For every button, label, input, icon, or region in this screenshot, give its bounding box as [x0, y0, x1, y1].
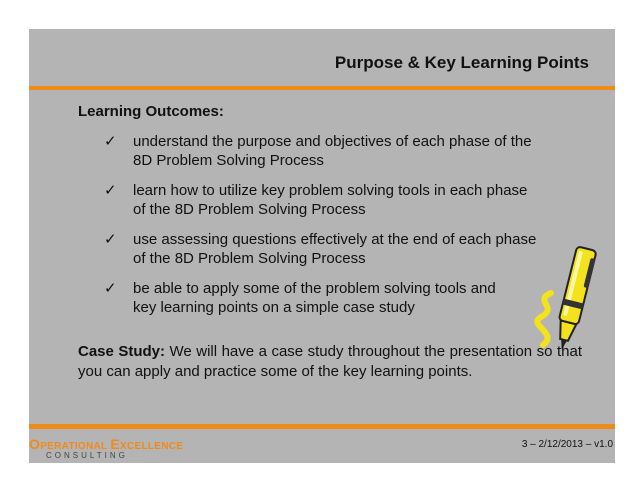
brand-word: XCELLENCE [120, 441, 184, 452]
list-item-text: be able to apply some of the problem solving tools and [133, 280, 496, 297]
list-item [104, 230, 574, 268]
footer-divider [29, 424, 615, 429]
learning-outcomes-heading: Learning Outcomes: [78, 103, 224, 120]
slide-reference: 3 – 2/12/2013 – v1.0 [521, 439, 613, 450]
list-item [104, 279, 574, 317]
list-item-text: understand the purpose and objectives of each phase of the [133, 133, 532, 150]
slide-title: Purpose & Key Learning Points [334, 53, 589, 72]
list-item-text: key learning points on a simple case study [133, 299, 415, 316]
brand-subtitle: CONSULTING [46, 451, 128, 460]
list-item-text: of the 8D Problem Solving Process [133, 250, 366, 267]
brand-word: PERATIONAL [40, 441, 108, 452]
brand-initial: E [110, 436, 121, 452]
case-study-paragraph [78, 342, 582, 382]
list-item-text: of the 8D Problem Solving Process [133, 201, 366, 218]
brand-initial: O [29, 436, 41, 452]
list-item-text: learn how to utilize key problem solving tools in each phase [133, 182, 528, 199]
check-icon: ✓ [104, 181, 117, 199]
title-divider [29, 86, 615, 90]
slide [29, 29, 615, 463]
brand-logo [29, 436, 183, 452]
list-item [104, 132, 574, 170]
case-study-label: Case Study: [78, 343, 166, 360]
list-item-text: use assessing questions effectively at the end of each phase [133, 231, 537, 248]
check-icon: ✓ [104, 230, 117, 248]
learning-outcomes-list [104, 132, 574, 328]
list-item-text: 8D Problem Solving Process [133, 152, 324, 169]
list-item [104, 181, 574, 219]
check-icon: ✓ [104, 279, 117, 297]
check-icon: ✓ [104, 132, 117, 150]
case-study-text: We will have a case study throughout the presentation so that you can apply and practice some of the key learning points. [78, 343, 582, 380]
